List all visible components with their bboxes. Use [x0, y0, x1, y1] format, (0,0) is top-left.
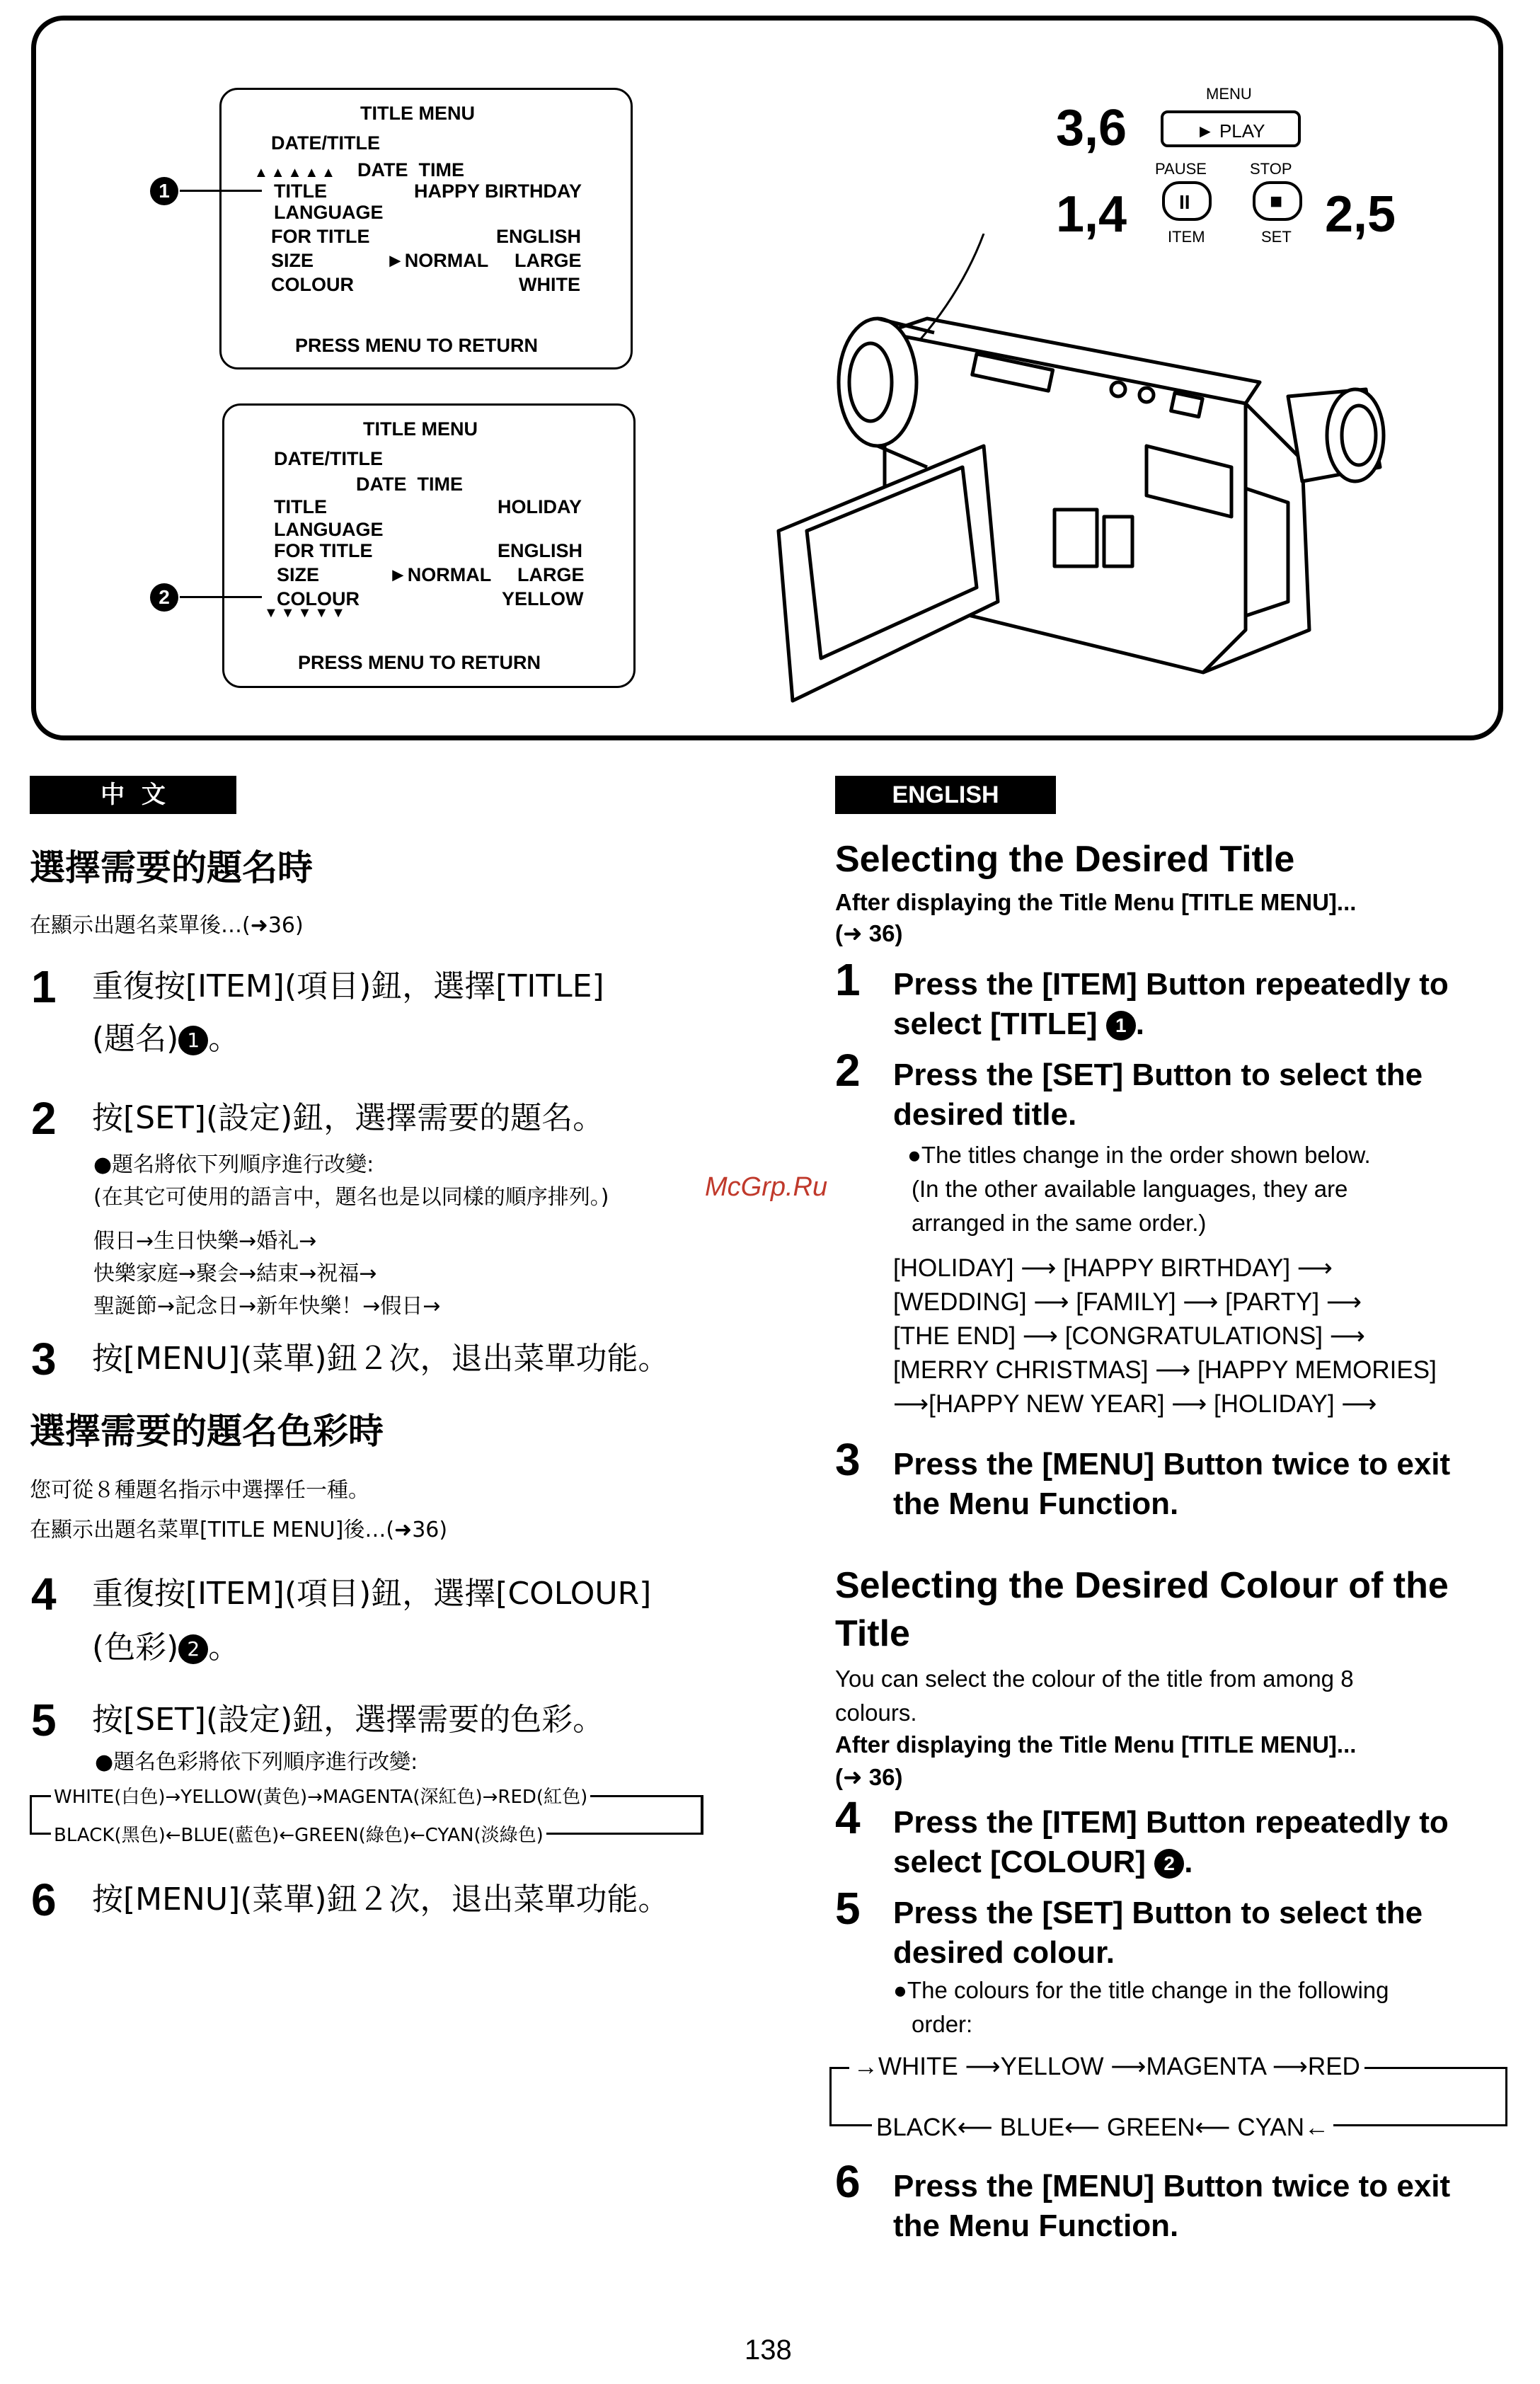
chinese-step-2-text: 按[SET](設定)鈕，選擇需要的題名。: [92, 1100, 604, 1136]
item-label: ITEM: [1168, 228, 1205, 246]
callout-2-icon: 2: [178, 1634, 208, 1664]
pause-label: PAUSE: [1155, 160, 1207, 178]
chinese-step-1-line1: 重復按[ITEM](項目)鈕，選擇[TITLE]: [92, 968, 604, 1004]
menu1-row-fortitle-value: ENGLISH: [496, 226, 582, 247]
english-step-3-number: 3: [835, 1434, 861, 1485]
chinese-step-2-note2: (在其它可使用的語言中，題名也是以同樣的順序排列。): [93, 1185, 609, 1210]
chinese-colour-seq-1: WHITE(白色)→YELLOW(黃色)→MAGENTA(深紅色)→RED(紅色): [51, 1782, 590, 1809]
colour-black: BLACK: [876, 2114, 958, 2141]
english-step-3-a: Press the [MENU] Button twice to exit: [893, 1447, 1451, 1482]
play-menu-button[interactable]: [1161, 110, 1301, 147]
chinese-step-4-label: (色彩): [92, 1629, 179, 1666]
colour-magenta: MAGENTA: [1146, 2053, 1266, 2080]
english-step-1-number: 1: [835, 954, 861, 1005]
pause-icon: II: [1179, 191, 1190, 213]
colour-red: RED: [1307, 2053, 1360, 2080]
menu2-row-fortitle-value: ENGLISH: [498, 540, 583, 561]
english-step-3-b: the Menu Function.: [893, 1486, 1179, 1521]
pause-item-button[interactable]: [1162, 181, 1212, 221]
english-step-2-a: Press the [SET] Button to select the: [893, 1058, 1423, 1092]
menu1-row-title-value: HAPPY BIRTHDAY: [414, 180, 582, 202]
english-step-5-number: 5: [835, 1883, 861, 1934]
english-note-4: ●The colours for the title change in the following: [893, 1977, 1389, 2003]
chinese-colour-seq-bracket-right: [701, 1795, 703, 1835]
chinese-step-2-number: 2: [31, 1093, 57, 1144]
menu1-row-size-value: LARGE: [515, 250, 582, 271]
chinese-step-1-number: 1: [31, 961, 57, 1012]
english-sub-3a: After displaying the Title Menu [TITLE MENU]...: [835, 1731, 1357, 1758]
colour-green: GREEN: [1107, 2114, 1195, 2141]
chinese-sub-2: 您可從８種題名指示中選擇任一種。: [30, 1478, 369, 1503]
english-title-seq-2: [WEDDING] ⟶ [FAMILY] ⟶ [PARTY] ⟶: [893, 1288, 1362, 1316]
english-sub-1a: After displaying the Title Menu [TITLE MENU]...: [835, 889, 1357, 915]
menu1-header: TITLE MENU: [360, 103, 475, 124]
english-step-1-b: select [TITLE] 1 .: [893, 1007, 1144, 1041]
chinese-sub-1: 在顯示出題名菜單後…(➜36): [30, 913, 304, 938]
stop-icon: ■: [1270, 190, 1283, 213]
callout-2-marker: 2: [150, 583, 178, 612]
english-note-2: (In the other available languages, they are: [912, 1176, 1348, 1202]
english-title-seq-3: [THE END] ⟶ [CONGRATULATIONS] ⟶: [893, 1322, 1365, 1350]
english-step-1-label: select [TITLE]: [893, 1007, 1098, 1041]
menu1-row-datetime: DATE TIME: [357, 159, 464, 180]
chinese-colour-seq-2: BLACK(黑色)←BLUE(藍色)←GREEN(綠色)←CYAN(淡綠色): [51, 1821, 546, 1847]
chinese-step-1-label: (題名): [92, 1021, 179, 1057]
chinese-title-seq-1: 假日→生日快樂→婚礼→: [93, 1229, 317, 1254]
menu2-row-title-value: HOLIDAY: [498, 496, 582, 517]
english-step-6-number: 6: [835, 2156, 861, 2207]
chinese-title-seq-2: 快樂家庭→聚会→結束→祝福→: [93, 1261, 377, 1286]
menu2-header: TITLE MENU: [363, 418, 478, 440]
chinese-step-5-text: 按[SET](設定)鈕，選擇需要的色彩。: [92, 1702, 604, 1738]
stop-label: STOP: [1250, 160, 1292, 178]
colour-blue: BLUE: [999, 2114, 1065, 2141]
english-section-header: ENGLISH: [835, 776, 1056, 814]
english-step-4-label: select [COLOUR]: [893, 1845, 1146, 1879]
callout-2-leader: [180, 596, 262, 598]
chinese-step-4-number: 4: [31, 1569, 57, 1620]
menu2-row-colour-label: COLOUR: [277, 588, 360, 609]
callout-1-icon: 1: [1106, 1011, 1136, 1041]
english-sub-2b: colours.: [835, 1700, 917, 1726]
camcorder-illustration: [750, 234, 1387, 715]
play-label: ► PLAY: [1196, 120, 1265, 142]
english-sub-3b: (➜ 36): [835, 1764, 903, 1790]
callout-1-leader: [180, 190, 262, 192]
menu1-row-fortitle-label: FOR TITLE: [271, 226, 370, 247]
colour-white: WHITE: [878, 2053, 958, 2080]
menu1-row-size-mid: ►NORMAL: [386, 250, 489, 271]
menu-button-label: MENU: [1206, 85, 1252, 103]
english-title-seq-4: [MERRY CHRISTMAS] ⟶ [HAPPY MEMORIES]: [893, 1356, 1437, 1384]
blink-marks-icon: ▲▲▲▲▲: [254, 165, 338, 180]
english-step-6-b: the Menu Function.: [893, 2208, 1179, 2243]
menu1-row-colour-label: COLOUR: [271, 274, 354, 295]
title-menu-screen-2: [222, 403, 636, 688]
english-sub-1b: (➜ 36): [835, 920, 903, 946]
english-step-5-b: desired colour.: [893, 1935, 1115, 1970]
menu2-row-fortitle-label: FOR TITLE: [274, 540, 373, 561]
english-step-5-a: Press the [SET] Button to select the: [893, 1896, 1423, 1930]
step-label-menu: 3,6: [1056, 100, 1127, 156]
menu2-row-title-label: TITLE: [274, 496, 327, 517]
chinese-step-6-text: 按[MENU](菜單)鈕２次，退出菜單功能。: [92, 1881, 670, 1918]
english-note-5: order:: [912, 2011, 973, 2037]
colour-cycle-bottom: BLACK⟵ BLUE⟵ GREEN⟵ CYAN←: [872, 2111, 1333, 2144]
stop-set-button[interactable]: [1253, 181, 1302, 221]
menu2-row-datetime: DATE TIME: [356, 474, 463, 495]
english-title-seq-5: ⟶[HAPPY NEW YEAR] ⟶ [HOLIDAY] ⟶: [893, 1390, 1377, 1418]
chinese-section-header: 中 文: [30, 776, 236, 814]
callout-2-icon: 2: [1154, 1849, 1184, 1879]
english-step-1-a: Press the [ITEM] Button repeatedly to: [893, 967, 1449, 1002]
chinese-sub-3: 在顯示出題名菜單[TITLE MENU]後…(➜36): [30, 1518, 448, 1542]
english-sub-2a: You can select the colour of the title from among 8: [835, 1666, 1354, 1692]
menu2-row-datetitle: DATE/TITLE: [274, 448, 383, 469]
chinese-title-1: 選擇需要的題名時: [30, 847, 313, 888]
colour-yellow: YELLOW: [1000, 2053, 1104, 2080]
english-step-4-b: select [COLOUR] 2 .: [893, 1845, 1193, 1879]
chinese-step-3-text: 按[MENU](菜單)鈕２次，退出菜單功能。: [92, 1341, 670, 1377]
colour-cycle-top: →WHITE ⟶YELLOW ⟶MAGENTA ⟶RED: [849, 2050, 1364, 2083]
english-title-2b: Title: [835, 1613, 910, 1654]
menu2-row-size-mid: ►NORMAL: [389, 564, 492, 585]
menu1-row-language: LANGUAGE: [274, 202, 384, 223]
english-note-3: arranged in the same order.): [912, 1210, 1207, 1236]
menu1-row-datetitle: DATE/TITLE: [271, 132, 380, 154]
chinese-step-6-number: 6: [31, 1874, 57, 1925]
menu2-row-language: LANGUAGE: [274, 519, 384, 540]
english-step-4-number: 4: [835, 1792, 861, 1843]
menu2-footer: PRESS MENU TO RETURN: [298, 652, 541, 673]
callout-1-icon: 1: [178, 1026, 208, 1055]
chinese-step-1-line2: (題名) 1 。: [92, 1021, 240, 1057]
step-label-stop: 2,5: [1325, 186, 1396, 243]
chinese-step-4-line1: 重復按[ITEM](項目)鈕，選擇[COLOUR]: [92, 1576, 652, 1612]
set-label: SET: [1261, 228, 1292, 246]
english-step-6-a: Press the [MENU] Button twice to exit: [893, 2169, 1451, 2204]
chinese-step-5-number: 5: [31, 1695, 57, 1746]
blink-marks-icon: ▼▼▼▼▼: [264, 605, 348, 621]
colour-cyan: CYAN: [1237, 2114, 1305, 2141]
menu1-row-size-label: SIZE: [271, 250, 314, 271]
watermark: McGrp.Ru: [705, 1172, 828, 1202]
english-step-2-number: 2: [835, 1045, 861, 1096]
chinese-title-seq-3: 聖誕節→記念日→新年快樂！→假日→: [93, 1294, 441, 1319]
english-title-1: Selecting the Desired Title: [835, 839, 1295, 880]
chinese-step-2-note1: ●題名將依下列順序進行改變:: [93, 1152, 374, 1177]
menu1-footer: PRESS MENU TO RETURN: [295, 335, 539, 356]
english-step-4-a: Press the [ITEM] Button repeatedly to: [893, 1805, 1449, 1840]
english-step-2-b: desired title.: [893, 1097, 1077, 1132]
english-note-1: ●The titles change in the order shown below.: [907, 1142, 1371, 1168]
menu1-row-colour-value: WHITE: [519, 274, 580, 295]
callout-1-marker: 1: [150, 177, 178, 205]
title-menu-screen-1: [219, 88, 633, 369]
menu1-row-title-label: TITLE: [274, 180, 327, 202]
chinese-title-2: 選擇需要的題名色彩時: [30, 1411, 384, 1452]
english-title-2a: Selecting the Desired Colour of the: [835, 1565, 1449, 1606]
menu2-row-colour-value: YELLOW: [502, 588, 584, 609]
english-title-seq-1: [HOLIDAY] ⟶ [HAPPY BIRTHDAY] ⟶: [893, 1254, 1333, 1282]
menu2-row-size-label: SIZE: [277, 564, 320, 585]
step-label-pause: 1,4: [1056, 186, 1127, 243]
menu2-row-size-value: LARGE: [517, 564, 585, 585]
chinese-step-5-note: ●題名色彩將依下列順序進行改變:: [95, 1750, 418, 1775]
page-number: 138: [745, 2334, 792, 2366]
chinese-step-4-line2: (色彩) 2 。: [92, 1629, 240, 1666]
chinese-step-3-number: 3: [31, 1334, 57, 1385]
